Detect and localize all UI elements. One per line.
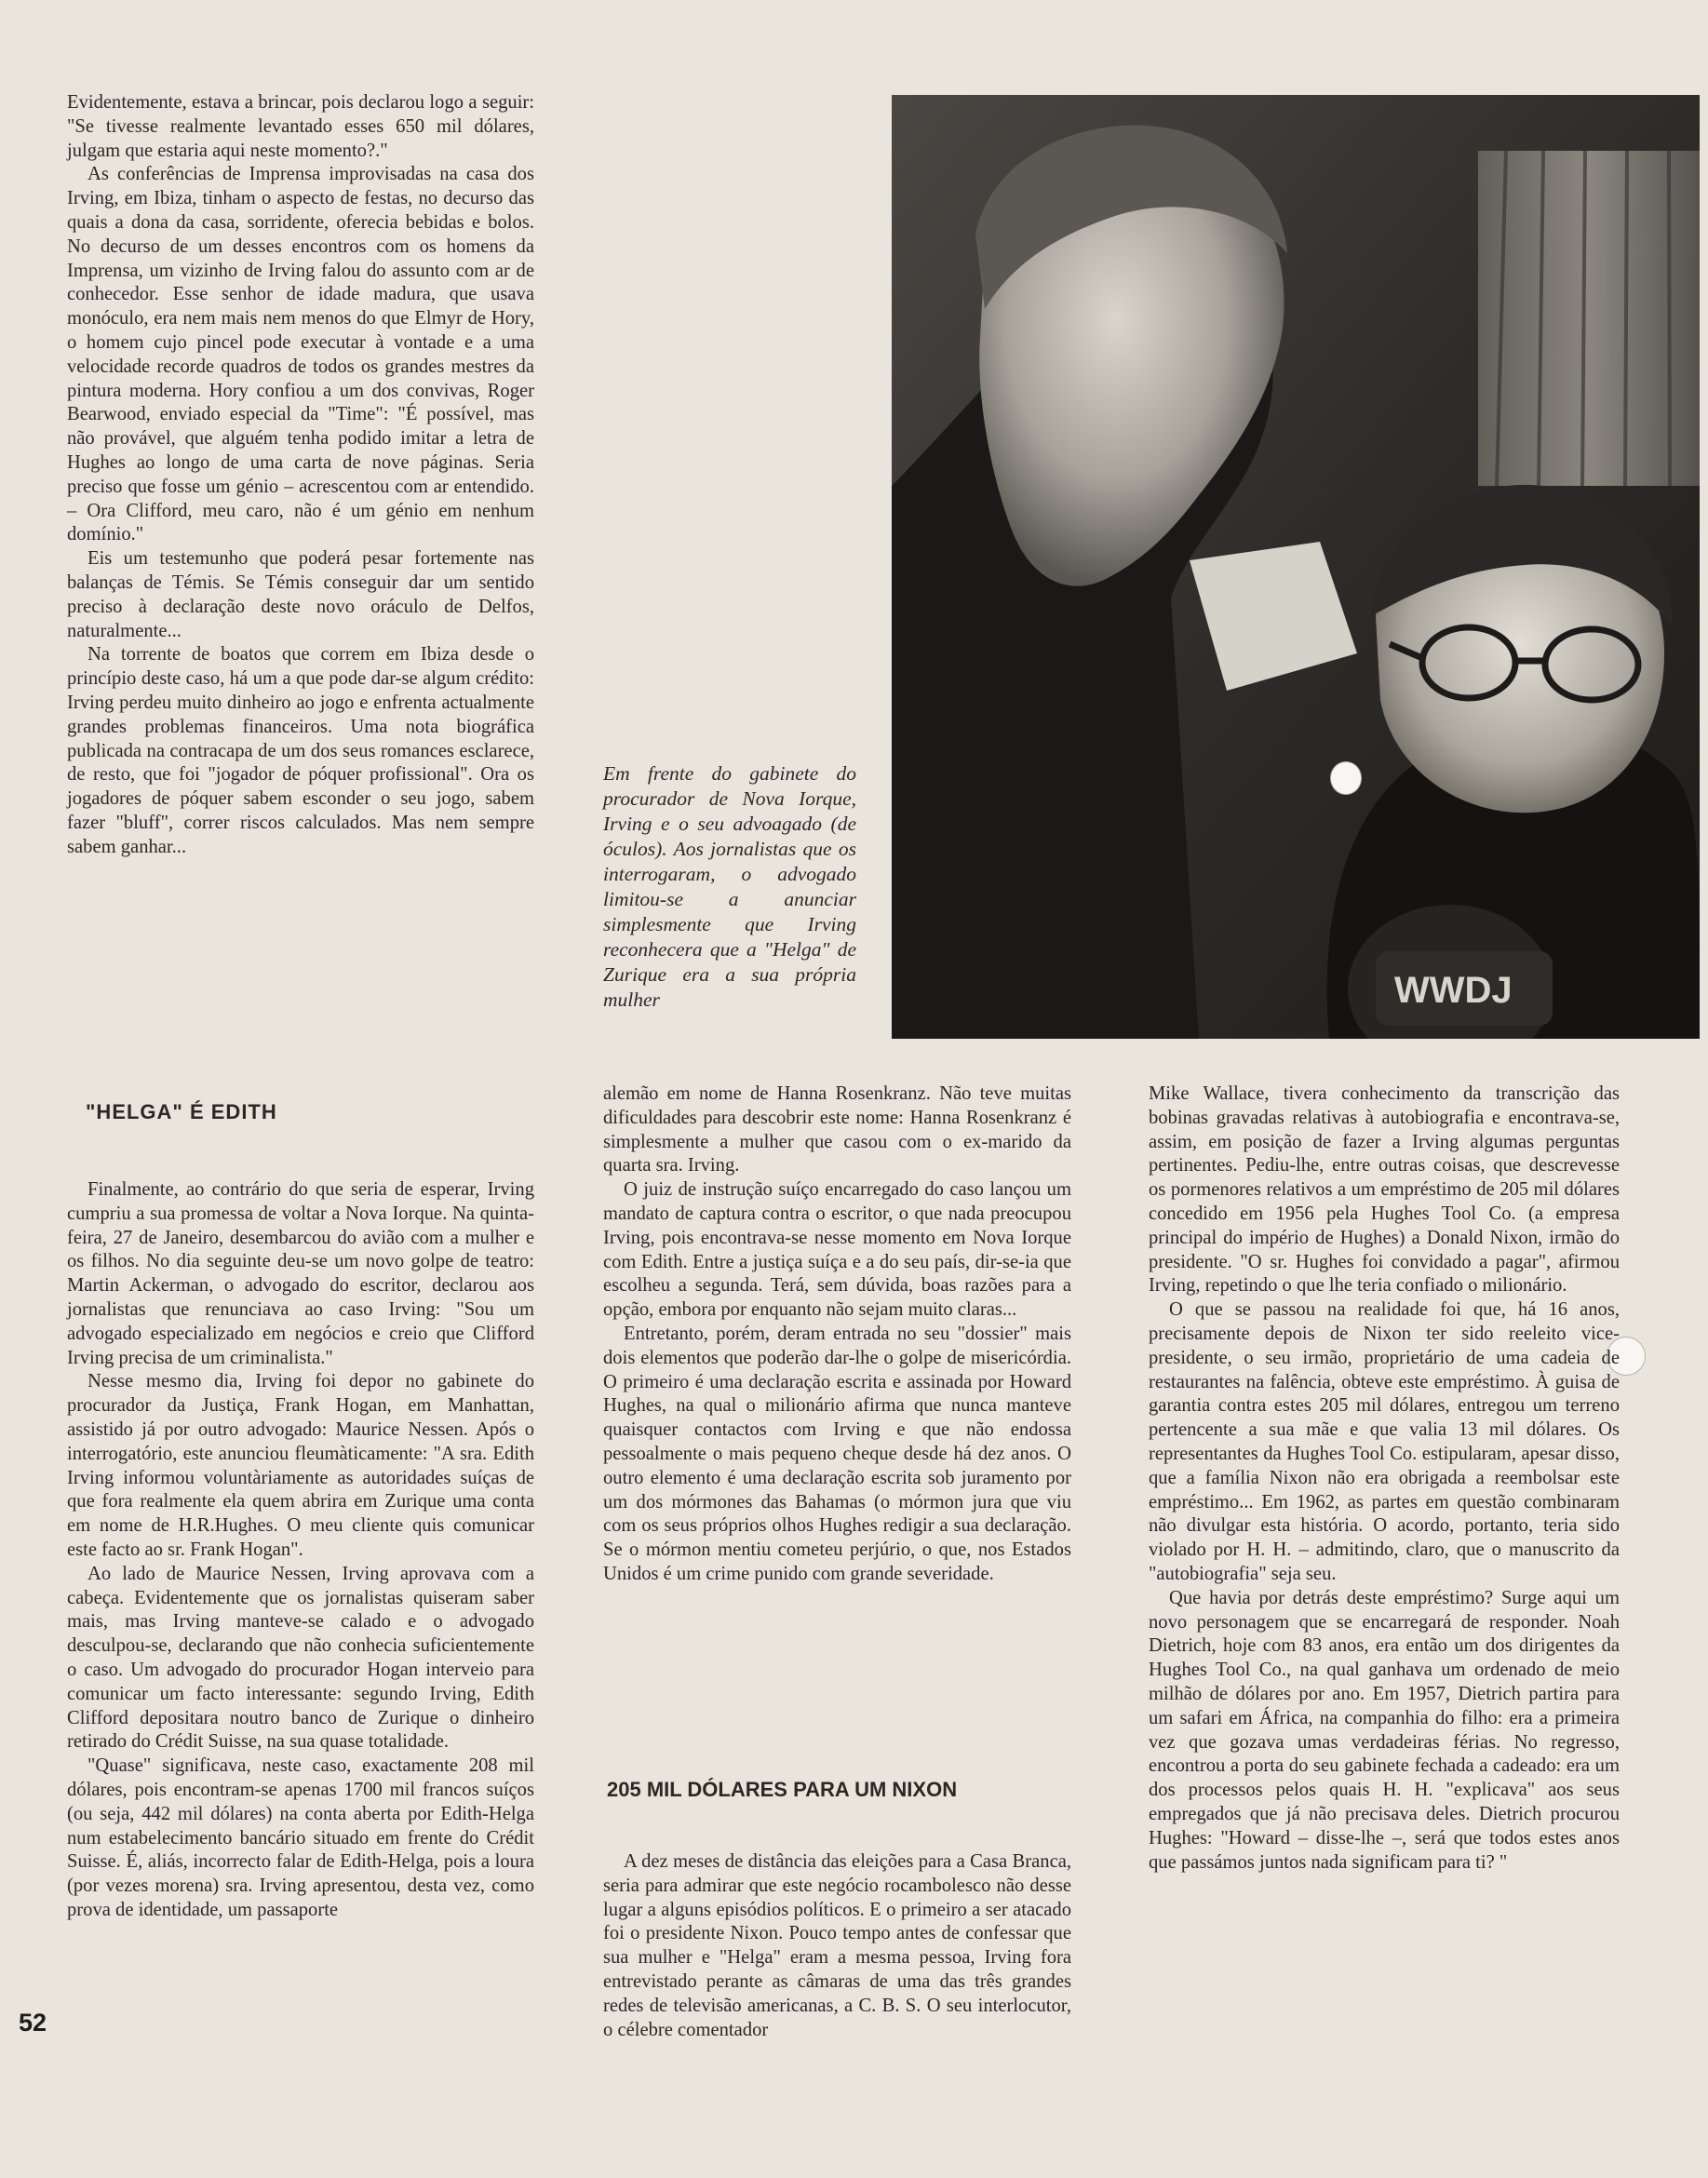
paragraph: Nesse mesmo dia, Irving foi depor no gabinete do procurador da Justiça, Frank Hogan, em Manhattan, assistido já por outro advogado: Maurice Nessen. Após o interrogatório, este anunciou fleumàticamente: "A sra. Edith Irving informou voluntàriamente as autoridades suíças de que fora realmente ela quem abrira em Zurique uma conta em nome de H.R.Hughes. O meu cliente quis comunicar este facto ao sr. Frank Hogan". [67,1371,534,1560]
paragraph: alemão em nome de Hanna Rosenkranz. Não teve muitas dificuldades para descobrir este nome: Hanna Rosenkranz é simplesmente a mulher que casou com o ex-marido da quarta sra. Irving. [603,1083,1071,1176]
section-heading-nixon: 205 MIL DÓLARES PARA UM NIXON [607,1778,958,1801]
paragraph: Evidentemente, estava a brincar, pois declarou logo a seguir: "Se tivesse realmente levantado esses 650 mil dólares, julgam que estaria aqui neste momento?." [67,92,534,161]
paragraph: Que havia por detrás deste empréstimo? Surge aqui um novo personagem que se encarregará de responder. Noah Dietrich, hoje com 83 anos, era então um dos dirigentes da Hughes Tool Co., na qual ganhava um ordenado de meio milhão de dólares por ano. Em 1957, Dietrich partira para um safari em África, na companhia do filho: era a primeira vez que gozava umas verdadeiras férias. No regresso, encontrou a porta do seu gabinete fechada a cadeado: era um dos processos pelos quais H. H. "explicava" aos seus empregados que já não precisava deles. Dietrich procurou Hughes: "Howard – disse-lhe –, será que todos estes anos que passámos juntos nada significam para ti? " [1149,1587,1620,1873]
page-number: 52 [19,2009,47,2037]
photo-illustration [892,95,1700,1039]
section-heading-helga: "HELGA" É EDITH [86,1100,277,1123]
paragraph: A dez meses de distância das eleições para a Casa Branca, seria para admirar que este negócio rocambolesco não desse lugar a alguns episódios políticos. E o primeiro a ser atacado foi o presidente Nixon. Pouco tempo antes de confessar que sua mulher e "Helga" eram a mesma pessoa, Irving fora entrevistado perante as câmaras de uma das três grandes redes de televisão americanas, a C. B. S. O seu interlocutor, o célebre comentador [603,1851,1071,2040]
microphone-label: WWDJ [1394,970,1513,1011]
paragraph: O que se passou na realidade foi que, há 16 anos, precisamente depois de Nixon ter sido reeleito vice-presidente, o seu irmão, proprietário de uma cadeia de restaurantes na falência, obteve este empréstimo. À guisa de garantia contra estes 205 mil dólares, entregou um terreno pertencente a sua mãe e que valia 13 mil dólares. Os representantes da Hughes Tool Co. estipularam, apesar disso, que a família Nixon não era obrigada a reembolsar este empréstimo... Em 1962, as partes em questão combinaram não divulgar esta história. O acordo, portanto, teria sido violado por H. H. – admitindo, claro, que o manuscrito da "autobiografia" seja seu. [1149,1299,1620,1584]
column-1-bottom [67,1178,534,1923]
photo-caption: Em frente do gabinete do procurador de Nova Iorque, Irving e o seu advoagado (de óculos). Aos jornalistas que os interrogaram, o advogado limitou-se a anunciar simplesmente que Irving reconhecera que a "Helga" de Zurique era a sua própria mulher [603,762,856,1011]
paragraph: Ao lado de Maurice Nessen, Irving aprovava com a cabeça. Evidentemente que os jornalistas quiseram saber mais, mas Irving manteve-se calado e o advogado desculpou-se, declarando que não conhecia suficientemente o caso. Um advogado do procurador Hogan interveio para comunicar um facto interessante: segundo Irving, Edith Clifford depositara noutro banco de Zurique o dinheiro retirado do Crédit Suisse, na sua quase totalidade. [67,1563,534,1753]
paragraph: Na torrente de boatos que correm em Ibiza desde o princípio deste caso, há um a que pode dar-se algum crédito: Irving perdeu muito dinheiro ao jogo e enfrenta actualmente grandes problemas financeiros. Uma nota biográfica publicada na contracapa de um dos seus romances esclarece, de resto, que foi "jogador de póquer profissional". Ora os jogadores de póquer sabem esconder o seu jogo, sabem fazer "bluff", correr riscos calculados. Mas nem sempre sabem ganhar... [67,644,534,857]
paragraph: As conferências de Imprensa improvisadas na casa dos Irving, em Ibiza, tinham o aspecto de festas, no decurso das quais a dona da casa, sorridente, oferecia bebidas e bolos. No decurso de um desses encontros com os homens da Imprensa, um vizinho de Irving falou do assunto com ar de conhecedor. Esse senhor de idade madura, que usava monóculo, era nem mais nem menos do que Elmyr de Hory, o homem cujo pincel pode executar à vontade e a uma velocidade recorde quadros de todos os grandes mestres da pintura moderna. Hory confiou a um dos convivas, Roger Bearwood, enviado especial da "Time": "É possível, mas não provável, que alguém tenha podido imitar a letra de Hughes ao longo de uma carta de nove páginas. Seria preciso que fosse um génio – acrescentou com ar entendido. – Ora Clifford, meu caro, não é um génio em nenhum domínio." [67,164,534,545]
paragraph: O juiz de instrução suíço encarregado do caso lançou um mandato de captura contra o escritor, o que nada preocupou Irving, pois encontrava-se nesse momento em Nova Iorque com Edith. Entre a justiça suíça e a do seu país, dir-se-ia que escolheu a segunda. Terá, sem dúvida, boas razões para a opção, embora por enquanto não sejam muito claras... [603,1179,1071,1321]
paragraph: Mike Wallace, tivera conhecimento da transcrição das bobinas gravadas relativas à autobiografia e encontrava-se, assim, em posição de fazer a Irving algumas perguntas pertinentes. Pediu-lhe, entre outras coisas, que descrevesse os pormenores relativos a um empréstimo de 205 mil dólares concedido em 1956 pela Hughes Tool Co. (a empresa principal do império de Hughes) a Donald Nixon, irmão do presidente. "O sr. Hughes foi convidado a pagar", afirmou Irving, repetindo o que lhe teria confiado o milionário. [1149,1083,1620,1297]
paragraph: Eis um testemunho que poderá pesar fortemente nas balanças de Témis. Se Témis conseguir dar um sentido preciso à declaração deste novo oráculo de Delfos, naturalmente... [67,548,534,641]
column-3 [1149,1082,1620,1875]
column-2-top [603,1082,1071,1587]
paragraph: "Quase" significava, neste caso, exactamente 208 mil dólares, pois encontram-se apenas 1700 mil francos suíços (ou seja, 442 mil dólares) na conta aberta por Edith-Helga num estabelecimento bancário situado em frente do Crédit Suisse. É, aliás, incorrecto falar de Edith-Helga, pois a loura (por vezes morena) sra. Irving apresentou, desta vez, como prova de identidade, um passaporte [67,1755,534,1920]
photograph [892,95,1700,1039]
paragraph: Finalmente, ao contrário do que seria de esperar, Irving cumpriu a sua promessa de voltar a Nova Iorque. Na quinta-feira, 27 de Janeiro, desembarcou do avião com a mulher e os filhos. No dia seguinte deu-se um novo golpe de teatro: Martin Ackerman, o advogado do escritor, declarou aos jornalistas que renunciava ao caso Irving: "Sou um advogado especializado em negócios e creio que Clifford Irving precisa de um criminalista." [67,1179,534,1368]
column-1-top [67,91,534,860]
column-2-bottom [603,1850,1071,2042]
paragraph: Entretanto, porém, deram entrada no seu "dossier" mais dois elementos que poderão dar-lhe o golpe de misericórdia. O primeiro é uma declaração escrita e assinada por Howard Hughes, na qual o milionário afirma que nunca manteve quaisquer contactos com Irving e que não endossa pessoalmente o mais pequeno cheque desde há dez anos. O outro elemento é uma declaração escrita sob juramento por um dos mórmones das Bahamas (o mórmon jura que viu com os seus próprios olhos Hughes redigir a sua declaração. Se o mórmon mentiu cometeu perjúrio, o que, nos Estados Unidos é um crime punido com grande severidade. [603,1323,1071,1584]
punch-hole [1330,761,1362,795]
